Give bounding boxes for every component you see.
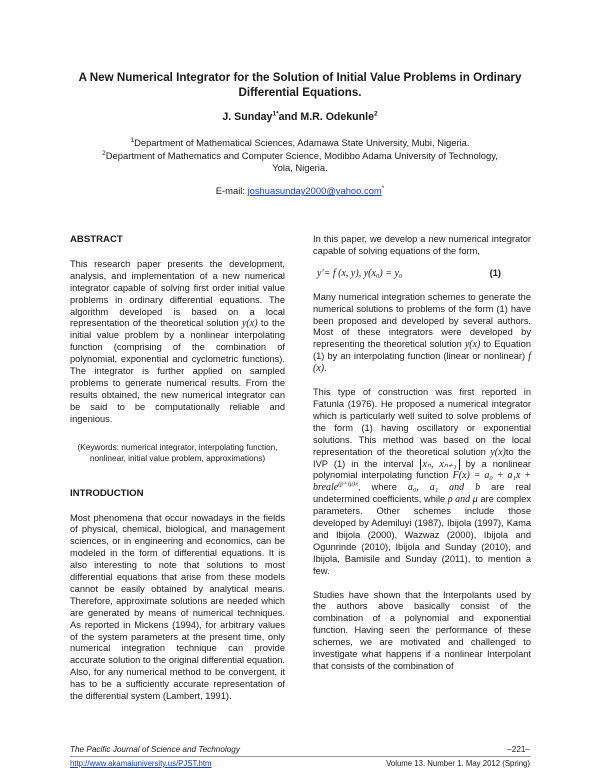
right-paragraph-3-part-1: This type of construction was first reported in Fatunla (1976). He proposed a numerical integrator which is particularly well suited to solve problems of the form (1) having oscillatory or exponential solutions. This method was based on the local representation of the theoretical solution (313, 387, 531, 457)
affiliation-1 (60, 137, 540, 150)
author-1: J. Sunday (222, 111, 273, 123)
coefficients-math: a₀, a₁ and b (407, 482, 481, 494)
right-paragraph-3 (313, 387, 531, 578)
right-paragraph-2-end: . (324, 363, 327, 374)
right-paragraph-4: Studies have shown that the Interpolants used by the authors above basically consist of the combination of a polynomial and exponential function. Having seen the performance of these schemes, we are motivated and challenged to investigate what happens if a nonlinear Interpolant that consists of the combination of (313, 589, 531, 671)
paper-title: A New Numerical Integrator for the Solution of Initial Value Problems in Ordinary Differential Equations. (78, 71, 522, 99)
author-2-marker: 2 (373, 110, 378, 118)
equation-1-number: (1) (489, 267, 501, 278)
abstract-text-part-1: This research paper presents the development, analysis, and implementation of a new numerical integrator capable of solving first order initial value problems in ordinary differential equations. The algorithm developed is based on a local representation of the theoretical solution (70, 258, 285, 329)
interpolating-formula-exponent: (ρ+iμ)x (338, 480, 358, 488)
email-link[interactable]: joshuasunday2000@yahoo.com (247, 185, 382, 196)
introduction-text: Most phenomena that occur nowadays in the fields of physical, chemical, biological, and management sciences, or in engineering and economics, can be modeled in the form of differential equations. It is also interesting to note that solutions to most differential equations that arise from these models cannot be easily obtained by analytical means. Therefore, approximate solutions are needed which are generated by means of numerical techniques. As reported in Mickens (1994), for arbitrary values of the system parameters at the present time, only numerical integration technique can provide accurate solution to the original differential equation. Also, for any numerical method to be convergent, it has to be a sufficiently accurate representation of the differential system (Lambert, 1991). (70, 512, 285, 702)
right-paragraph-3-part-2: to the IVP (1) in the interval (313, 446, 531, 469)
email-marker: * (381, 184, 385, 192)
abstract-heading: ABSTRACT (70, 234, 123, 245)
right-paragraph-3-part-3: by a nonlinear polynomial interpolating function (313, 458, 531, 481)
abstract-text (70, 259, 285, 426)
email-line (60, 185, 540, 196)
email-label: E-mail: (215, 185, 248, 196)
authors (60, 111, 540, 123)
right-paragraph-1: In this paper, we develop a new numerical integrator capable of solving equations of the form, (313, 234, 531, 256)
parameters-math: ρ and μ (447, 494, 478, 506)
footer-page-number: –221– (507, 745, 530, 754)
interpolating-formula-base: F(x) = a₀ + a₁x + breale (313, 470, 532, 494)
keywords: (Keywords: numerical integrator, interpolating function, nonlinear, initial value problem, approximations) (77, 441, 278, 463)
right-column (313, 234, 531, 673)
affiliation-2-marker: 2 (102, 149, 106, 157)
abstract-math-y: y(x) (241, 318, 258, 330)
left-column (70, 234, 285, 703)
introduction-heading: INTRODUCTION (70, 487, 144, 499)
affiliation-1-marker: 1 (130, 136, 135, 144)
abstract-text-part-2: to the initial value problem by a nonlinear interpolating function (comprising of the combination of polynomial, exponential and cyclometric functions). The integrator is further applied on sampled problems to generate numerical results. From the results obtained, the new numerical integrator can be said to be computationally reliable and ingenious. (70, 318, 285, 424)
affiliation-2-city: Yola, Nigeria. (272, 162, 328, 173)
footer-divider (70, 756, 531, 757)
footer-volume: Volume 13. Number 1. May 2012 (Spring) (386, 759, 530, 768)
right-paragraph-2-part-1: Many numerical integration schemes to generate the numerical solutions to problems of the form (1) have been proposed and developed by several authors. Most of these integrators were developed by representing the theoretical solution (313, 291, 531, 350)
equation-1 (317, 268, 527, 280)
right-paragraph-2-math-f: f (x) (313, 351, 531, 375)
footer-journal: The Pacific Journal of Science and Technology (70, 745, 240, 754)
equation-1-formula: y′= f (x, y), y(x₀) = y₀ (317, 267, 403, 279)
right-paragraph-3-part-4: , where (357, 482, 397, 493)
affiliation-1-text: Department of Mathematical Sciences, Adamawa State University, Mubi, Nigeria. (134, 137, 470, 148)
right-paragraph-3-part-5: are real undetermined coefficients, while (313, 482, 531, 505)
right-paragraph-2-part-2: to Equation (1) by an interpolating function (linear or nonlinear) (313, 339, 531, 362)
right-paragraph-3-part-6: are complex parameters. Other schemes include those developed by Ademiluyi (1987), Ibijola (1997), Kama and Ibijola (2000), Wazwaz (2000), Ibijola and Ogunrinde (2010), Ibijola and Sunday (2010), and Ibijola, Bamisile and Sunday (2011), to mention a few. (313, 494, 531, 576)
right-paragraph-2-math-y: y(x) (464, 339, 481, 351)
author-1-marker: 1* (272, 110, 279, 118)
right-paragraph-3-math-y: y(x) (490, 446, 506, 458)
right-paragraph-2 (313, 292, 531, 375)
affiliation-2-text: Department of Mathematics and Computer Science, Modibbo Adama University of Technology, (105, 149, 498, 161)
affiliations (60, 137, 540, 175)
author-2: and M.R. Odekunle (278, 111, 374, 123)
interval-notation: xₙ, xₙ₊₁ (420, 459, 460, 470)
footer-url-link[interactable]: http://www.akamaiuniversity.us/PJST.htm (70, 759, 212, 768)
affiliation-2 (60, 150, 540, 163)
